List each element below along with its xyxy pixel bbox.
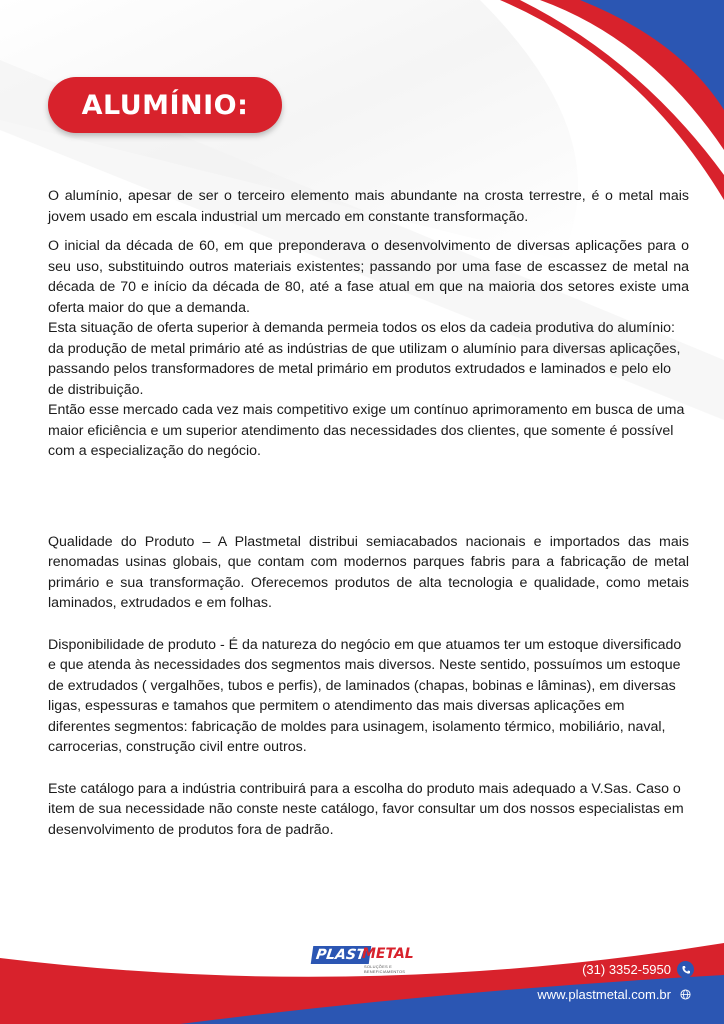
logo-tagline: SOLUÇÕES E BENEFICIAMENTOS (364, 964, 406, 974)
paragraph-intro: O alumínio, apesar de ser o terceiro elemento mais abundante na crosta terrestre, é o metal mais jovem usado em escala industrial um mercado em constante transformação. (48, 188, 689, 225)
body-text (48, 186, 689, 840)
paragraph-market: Então esse mercado cada vez mais competitivo exige um contínuo aprimoramento em busca de uma maior eficiência e um superior atendimento das necessidades dos clientes, que somente é possível com a especialização do negócio. (48, 402, 685, 459)
footer-phone[interactable] (582, 961, 694, 978)
phone-number: (31) 3352-5950 (582, 962, 671, 977)
logo-word-metal: METAL (362, 946, 414, 962)
paragraph-history: O inicial da década de 60, em que preponderava o desenvolvimento de diversas aplicações para o seu uso, substituindo outros materiais existentes; passando por uma fase de escassez de metal na década de 70 e início da década de 80, até a fase atual em que na maioria dos setores existe uma oferta maior do que a demanda. (48, 238, 689, 316)
paragraph-quality: Qualidade do Produto – A Plastmetal distribui semiacabados nacionais e importados das mais renomadas usinas globais, que contam com modernos parques fabris para a fabricação de metal primário e sua transformação. Oferecemos produtos de alta tecnologia e qualidade, como metais laminados, extrudados e em folhas. (48, 533, 689, 611)
footer-website[interactable] (537, 986, 694, 1003)
plastmetal-logo (312, 944, 416, 974)
website-url: www.plastmetal.com.br (537, 987, 671, 1002)
paragraph-catalog: Este catálogo para a indústria contribuirá para a escolha do produto mais adequado a V.Sas. Caso o item de sua necessidade não conste neste catálogo, favor consultar um dos nossos especialistas em desenvolvimento de produtos fora de padrão. (48, 780, 684, 838)
paragraph-availability: Disponibilidade de produto - É da natureza do negócio em que atuamos ter um estoque diversificado e que atenda às necessidades dos segmentos mais diversos. Neste sentido, possuímos um estoque de extrudados ( vergalhões, tubos e perfis), de laminados (chapas, bobinas e lâminas), em diversas ligas, espessuras e tamahos que permitem o atendimento das mais diversas aplicações em diferentes segmentos: fabricação de moldes para usinagem, isolamento térmico, mobiliário, naval, carrocerias, construção civil entre outros. (48, 636, 682, 755)
page-title: ALUMÍNIO: (81, 89, 249, 121)
section-title-badge (48, 77, 282, 133)
globe-icon (677, 986, 694, 1003)
logo-word-plast: PLAST (311, 946, 371, 964)
phone-icon (677, 961, 694, 978)
paragraph-supply: Esta situação de oferta superior à demanda permeia todos os elos da cadeia produtiva do alumínio: da produção de metal primário até as indústrias de que utilizam o alumínio para diversas aplicações, passando pelos transformadores de metal primário em produtos extrudados e laminados e pelo elo de distribuição. (48, 320, 681, 398)
